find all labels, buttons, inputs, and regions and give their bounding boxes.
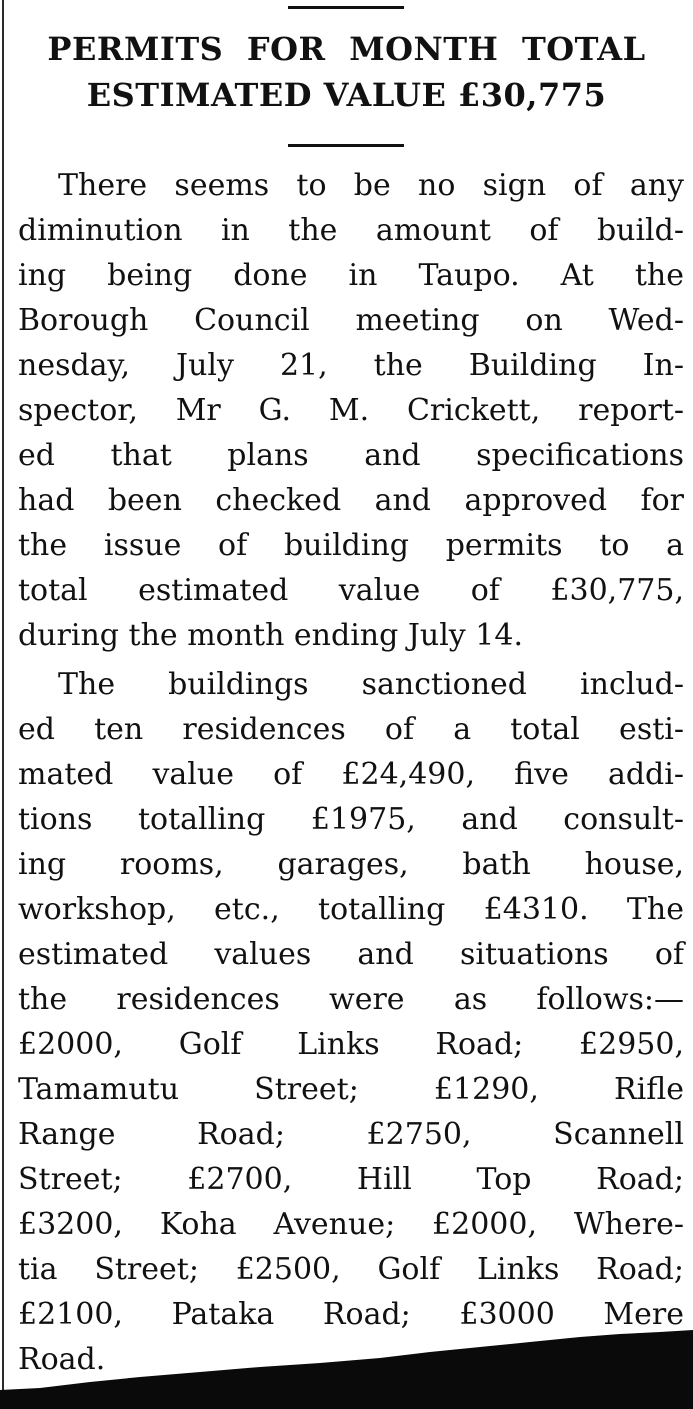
torn-paper-edge	[0, 1330, 693, 1409]
body-line-11: during the month ending July 14.	[18, 618, 524, 653]
body-line-7: ed that plans and specifications	[18, 438, 684, 473]
body-line-24: £3200, Koha Avenue; £2000, Where-	[18, 1207, 684, 1242]
headline-divider	[288, 144, 404, 147]
body-line-5: nesday, July 21, the Building In-	[18, 348, 684, 383]
body-line-18: estimated values and situations of	[18, 937, 684, 972]
headline-line-1: PERMITS FOR MONTH TOTAL	[47, 30, 646, 68]
body-line-26: £2100, Pataka Road; £3000 Mere	[18, 1297, 684, 1332]
body-line-16: ing rooms, garages, bath house,	[18, 847, 684, 882]
body-line-20: £2000, Golf Links Road; £2950,	[18, 1027, 684, 1062]
top-divider	[288, 6, 404, 9]
headline-line-2: ESTIMATED VALUE £30,775	[86, 76, 607, 114]
column-rule-left	[2, 0, 4, 1409]
body-line-25: tia Street; £2500, Golf Links Road;	[18, 1252, 684, 1287]
body-line-1: There seems to be no sign of any	[58, 168, 684, 203]
body-line-17: workshop, etc., totalling £4310. The	[18, 892, 684, 927]
body-line-8: had been checked and approved for	[18, 483, 684, 518]
body-line-23: Street; £2700, Hill Top Road;	[18, 1162, 684, 1197]
body-line-4: Borough Council meeting on Wed-	[18, 303, 684, 338]
body-line-9: the issue of building permits to a	[18, 528, 684, 563]
body-line-13: ed ten residences of a total esti-	[18, 712, 684, 747]
body-line-15: tions totalling £1975, and consult-	[18, 802, 684, 837]
body-line-19: the residences were as follows:—	[18, 982, 684, 1017]
body-line-21: Tamamutu Street; £1290, Rifle	[18, 1072, 684, 1107]
torn-edge-shape	[0, 1330, 693, 1409]
body-line-3: ing being done in Taupo. At the	[18, 258, 684, 293]
body-line-10: total estimated value of £30,775,	[18, 573, 684, 608]
body-line-22: Range Road; £2750, Scannell	[18, 1117, 684, 1152]
body-line-6: spector, Mr G. M. Crickett, report-	[18, 393, 684, 428]
body-line-2: diminution in the amount of build-	[18, 213, 684, 248]
body-line-14: mated value of £24,490, five addi-	[18, 757, 684, 792]
body-line-12: The buildings sanctioned includ-	[58, 667, 684, 702]
body-line-27: Road.	[18, 1342, 106, 1377]
